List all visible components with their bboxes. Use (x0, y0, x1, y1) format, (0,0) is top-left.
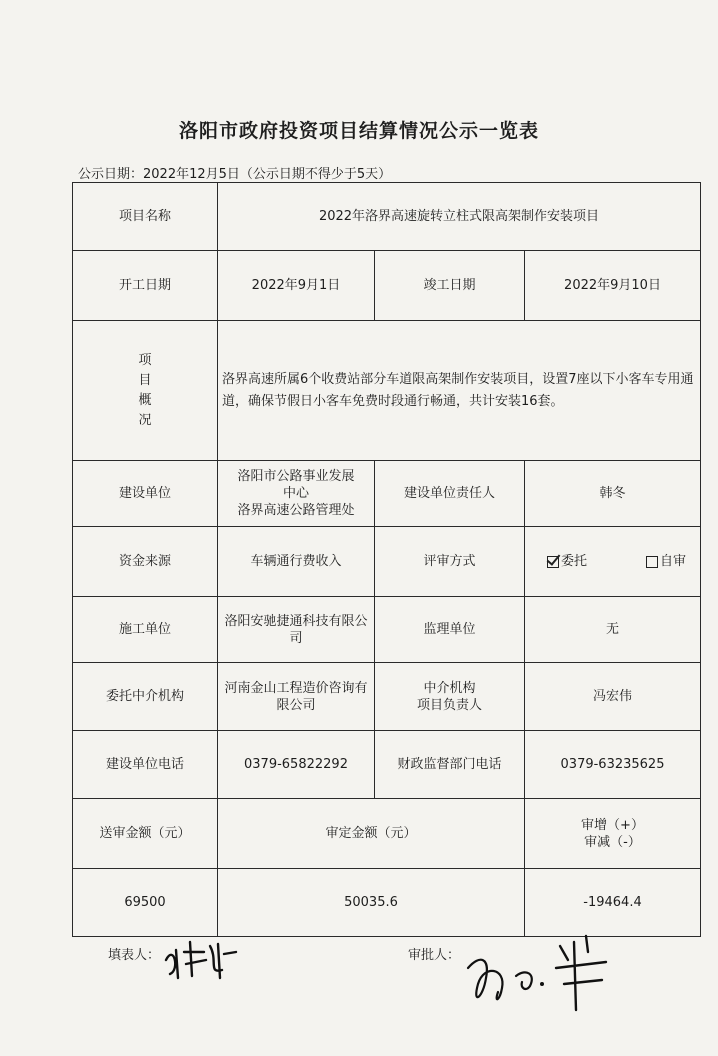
review-option-self: 自审 (646, 553, 686, 570)
project-name-value: 2022年洛界高速旋转立柱式限高架制作安装项目 (218, 183, 701, 251)
approver-signature (456, 928, 626, 1018)
table-row (73, 869, 701, 937)
agency-label: 委托中介机构 (73, 663, 218, 731)
approved-amount-value: 50035.6 (218, 869, 525, 937)
builder-head-value: 韩冬 (525, 461, 701, 527)
overview-text: 洛界高速所属6个收费站部分车道限高架制作安装项目，设置7座以下小客车专用通道，确保节假日小客车免费时段通行畅通，共计安装16套。 (218, 321, 701, 461)
supervisor-label: 监理单位 (375, 597, 525, 663)
overview-label: 项 目 概 况 (73, 321, 218, 461)
contractor-value: 洛阳安驰捷通科技有限公司 (218, 597, 375, 663)
end-date-value: 2022年9月10日 (525, 251, 701, 321)
empty-box-icon (646, 556, 658, 568)
finance-phone-label: 财政监督部门电话 (375, 731, 525, 799)
finance-phone-value: 0379-63235625 (525, 731, 701, 799)
review-method-label: 评审方式 (375, 527, 525, 597)
start-date-value: 2022年9月1日 (218, 251, 375, 321)
agency-value: 河南金山工程造价咨询有限公司 (218, 663, 375, 731)
table-row (73, 321, 701, 461)
fund-label: 资金来源 (73, 527, 218, 597)
filler-label: 填表人： (108, 948, 161, 963)
table-row (73, 663, 701, 731)
settlement-table (72, 182, 701, 937)
end-date-label: 竣工日期 (375, 251, 525, 321)
difference-label: 审增（+） 审减（-） (525, 799, 701, 869)
table-row (73, 527, 701, 597)
document-title: 洛阳市政府投资项目结算情况公示一览表 (178, 120, 539, 142)
table-row (73, 597, 701, 663)
table-row (73, 183, 701, 251)
builder-value: 洛阳市公路事业发展 中心 洛界高速公路管理处 (218, 461, 375, 527)
project-name-label: 项目名称 (73, 183, 218, 251)
review-method-options (525, 527, 701, 597)
agency-head-label: 中介机构 项目负责人 (375, 663, 525, 731)
start-date-label: 开工日期 (73, 251, 218, 321)
filler-signature (160, 930, 240, 982)
table-row (73, 251, 701, 321)
table-row (73, 799, 701, 869)
builder-phone-label: 建设单位电话 (73, 731, 218, 799)
supervisor-value: 无 (525, 597, 701, 663)
table-row (73, 731, 701, 799)
publish-date: 公示日期：2022年12月5日（公示日期不得少于5天） (78, 167, 392, 182)
builder-head-label: 建设单位责任人 (375, 461, 525, 527)
builder-label: 建设单位 (73, 461, 218, 527)
difference-value: -19464.4 (525, 869, 701, 937)
submitted-amount-label: 送审金额（元） (73, 799, 218, 869)
fund-value: 车辆通行费收入 (218, 527, 375, 597)
submitted-amount-value: 69500 (73, 869, 218, 937)
review-option-entrusted: 委托 (547, 553, 587, 570)
builder-phone-value: 0379-65822292 (218, 731, 375, 799)
table-row (73, 461, 701, 527)
contractor-label: 施工单位 (73, 597, 218, 663)
agency-head-value: 冯宏伟 (525, 663, 701, 731)
checked-box-icon (547, 556, 559, 568)
approver-label: 审批人： (408, 948, 461, 963)
approved-amount-label: 审定金额（元） (218, 799, 525, 869)
